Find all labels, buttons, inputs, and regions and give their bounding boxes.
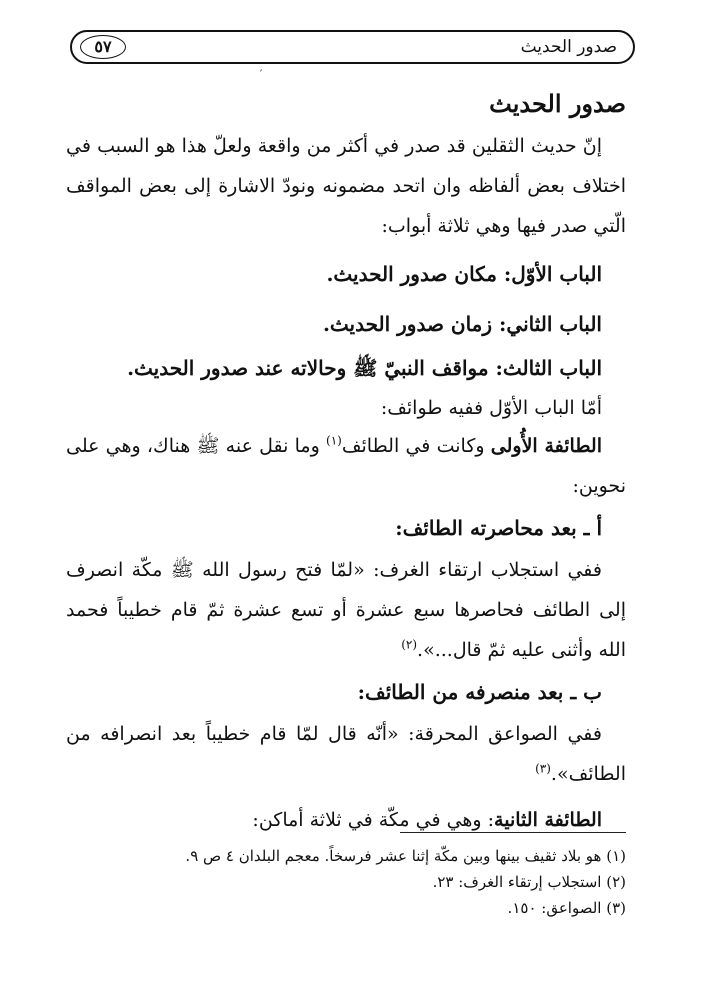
group-one-paragraph <box>66 426 626 506</box>
footnote-ref-2[interactable]: (٢) <box>401 637 418 652</box>
subsection-a-title: أ ـ بعد محاصرته الطائف: <box>395 516 602 540</box>
subsection-a-text: ففي استجلاب ارتقاء الغرف: «لمّا فتح رسول الله ﷺ مكّة انصرف إلى الطائف فحاصرها سبع عشرة أو تسع عشرة ثمّ قام خطيباً فحمد الله وأثنى عليه ثمّ قال...». <box>66 559 626 661</box>
subsection-a-paragraph <box>66 550 626 670</box>
group-one-text-b: وما نقل عنه ﷺ هناك، وهي على نحوين: <box>66 435 626 497</box>
chapter-third: الباب الثالث: مواقف النبيّ ﷺ وحالاته عند صدور الحديث. <box>127 356 602 380</box>
subsection-b-paragraph <box>66 714 626 794</box>
subsection-b-text: ففي الصواعق المحرقة: «أنّه قال لمّا قام خطيباً بعد انصرافه من الطائف». <box>66 723 626 785</box>
subsection-b-title: ب ـ بعد منصرفه من الطائف: <box>357 680 602 704</box>
chapter-second: الباب الثاني: زمان صدور الحديث. <box>322 312 602 336</box>
footnote-1: (١) هو بلاد ثقيف بينها وبين مكّة إثنا عشر فرسخاً. معجم البلدان ٤ ص ٩. <box>185 847 626 865</box>
group-two-label: الطائفة الثانية <box>494 809 602 831</box>
footnote-separator <box>400 832 626 833</box>
group-two-paragraph <box>66 800 626 840</box>
group-one-label: الطائفة الأُولى <box>490 435 603 457</box>
running-header-title: صدور الحديث <box>520 37 617 57</box>
first-chapter-intro: أمّا الباب الأوّل ففيه طوائف: <box>380 397 602 419</box>
footnote-ref-3[interactable]: (٣) <box>535 761 551 776</box>
footnote-2: (٢) استجلاب إرتقاء الغرف: ٢٣. <box>432 873 626 891</box>
footnote-ref-1[interactable]: (١) <box>326 433 342 448</box>
running-header <box>70 30 635 64</box>
page-number: ٥٧ <box>80 35 126 59</box>
chapter-first: الباب الأوّل: مكان صدور الحديث. <box>326 262 602 286</box>
group-two-text: : وهي في مكّة في ثلاثة أماكن: <box>252 809 495 831</box>
group-one-text-a: وكانت في الطائف <box>341 435 491 457</box>
footnotes <box>66 843 626 921</box>
section-title: صدور الحديث <box>489 89 626 118</box>
print-mark: ˊ <box>258 70 263 81</box>
intro-paragraph: إنّ حديث الثقلين قد صدر في أكثر من واقعة ولعلّ هذا هو السبب في اختلاف بعض ألفاظه وان اتحد مضمونه ونودّ الاشارة إلى بعض المواقف الّتي صدر فيها وهي ثلاثة أبواب: <box>66 135 626 237</box>
main-text <box>66 82 626 840</box>
footnote-3: (٣) الصواعق: ١٥٠. <box>507 899 626 917</box>
